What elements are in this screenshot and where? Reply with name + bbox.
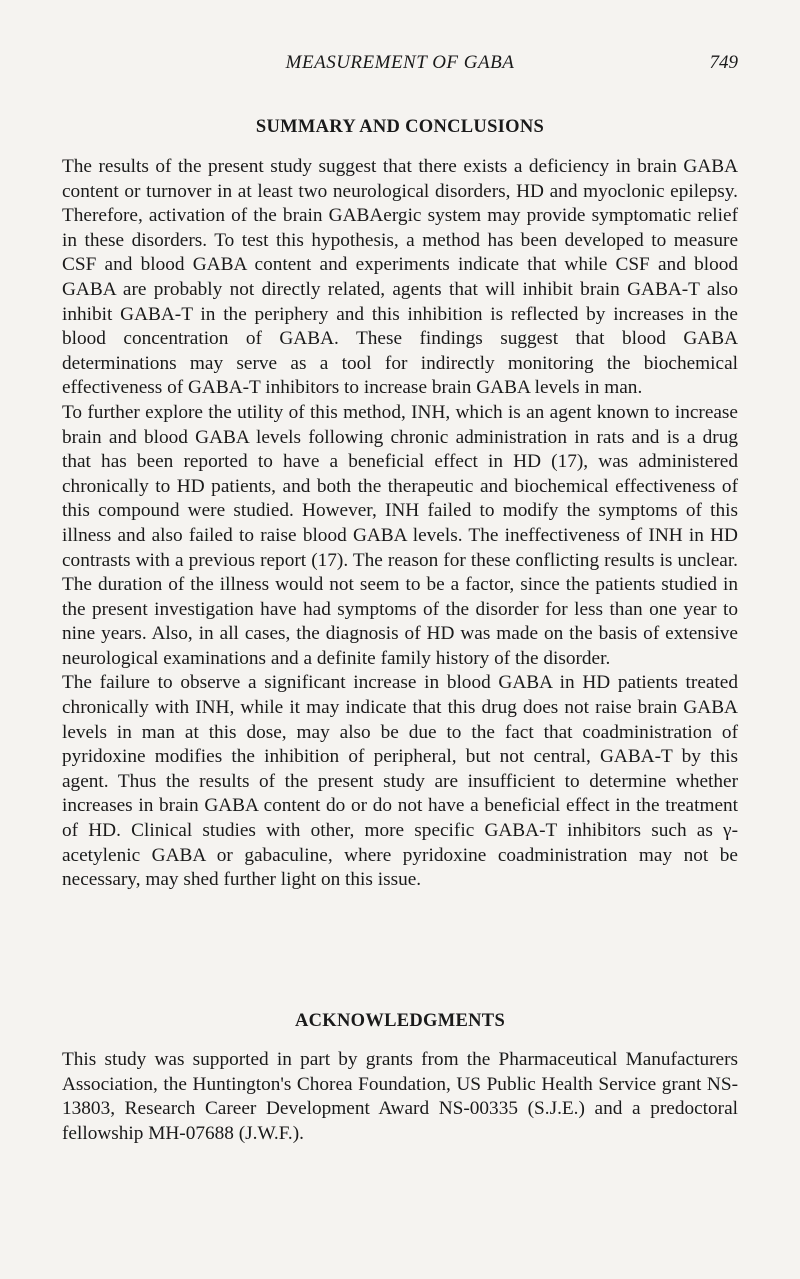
summary-section xyxy=(62,155,738,893)
summary-paragraph-1: The results of the present study suggest that there exists a deficiency in brain GABA content or turnover in at least two neurological disorders, HD and myoclonic epilepsy. Therefore, activation of the brain GABAergic system may provide symptomatic relief in these disorders. To test this hypothesis, a method has been developed to measure CSF and blood GABA content and experiments indicate that while CSF and blood GABA are probably not directly related, agents that will inhibit brain GABA-T also inhibit GABA-T in the periphery and this inhibition is reflected by increases in the blood concentration of GABA. These findings suggest that blood GABA determinations may serve as a tool for indirectly monitoring the biochemical effectiveness of GABA-T inhibitors to increase brain GABA levels in man. xyxy=(62,156,738,399)
acknowledgments-paragraph: This study was supported in part by grants from the Pharmaceutical Manufacturers Association, the Huntington's Chorea Foundation, US Public Health Service grant NS-13803, Research Career Development Award NS-00335 (S.J.E.) and a predoctoral fellowship MH-07688 (J.W.F.). xyxy=(62,1049,738,1144)
summary-heading: SUMMARY AND CONCLUSIONS xyxy=(255,117,545,137)
acknowledgments-section xyxy=(62,1048,738,1146)
summary-paragraph-3: The failure to observe a significant increase in blood GABA in HD patients treated chronically with INH, while it may indicate that this drug does not raise brain GABA levels in man at this dose, may also be due to the fact that coadministration of pyridoxine modifies the inhibition of peripheral, but not central, GABA-T by this agent. Thus the results of the present study are insufficient to determine whether increases in brain GABA content do or do not have a beneficial effect in the treatment of HD. Clinical studies with other, more specific GABA-T inhibitors such as γ-acetylenic GABA or gabaculine, where pyridoxine coadministration may not be necessary, may shed further light on this issue. xyxy=(62,672,738,891)
acknowledgments-heading: ACKNOWLEDGMENTS xyxy=(294,1011,506,1031)
summary-paragraph-2: To further explore the utility of this method, INH, which is an agent known to increase brain and blood GABA levels following chronic administration in rats and is a drug that has been reported to have a beneficial effect in HD (17), was administered chronically to HD patients, and both the therapeutic and biochemical effectiveness of this compound were studied. However, INH failed to modify the symptoms of this illness and also failed to raise blood GABA levels. The ineffectiveness of INH in HD contrasts with a previous report (17). The reason for these conflicting results is unclear. The duration of the illness would not seem to be a factor, since the patients studied in the present investigation have had symptoms of the disorder for less than one year to nine years. Also, in all cases, the diagnosis of HD was made on the basis of extensive neurological examinations and a definite family history of the disorder. xyxy=(62,401,738,669)
page-number: 749 xyxy=(709,52,738,73)
running-head xyxy=(62,52,738,80)
running-head-title: MEASUREMENT OF GABA xyxy=(285,52,515,73)
